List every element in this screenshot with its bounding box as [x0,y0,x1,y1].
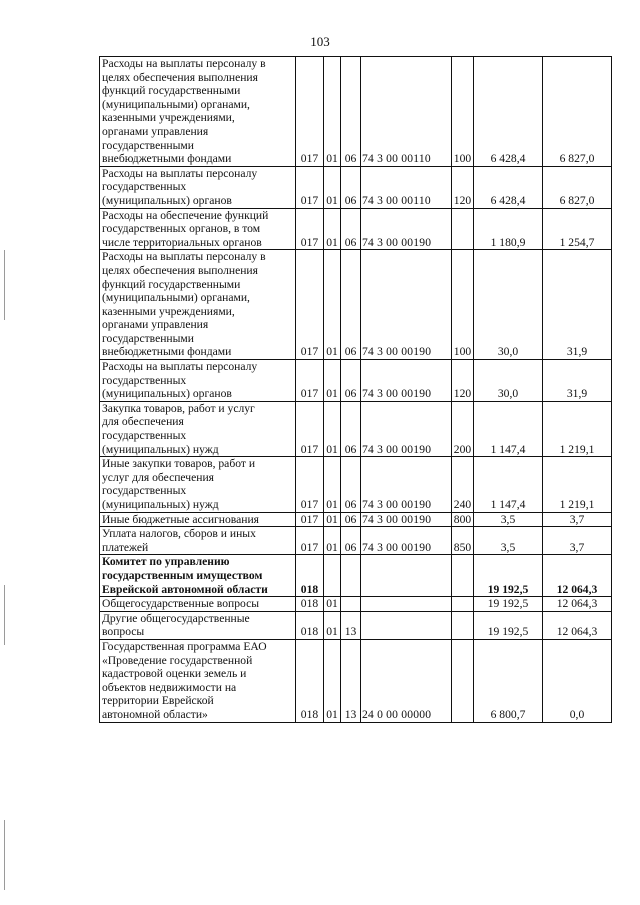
row-name-line: числе территориальных органов [102,235,262,249]
row-name-cell [100,457,296,512]
table-row [100,250,612,360]
table-row [100,639,612,722]
pr-cell [341,597,361,612]
csr-cell: 74 3 00 00190 [361,360,452,402]
row-name-line: органами управления [102,124,209,138]
row-name-line: государственных [102,484,187,498]
row-name-line: Другие общегосударственные [102,611,250,625]
rz-cell: 01 [324,57,341,167]
row-name-cell [100,360,296,402]
vr-cell: 120 [452,166,474,208]
page-number: 103 [310,34,330,49]
vr-cell: 120 [452,360,474,402]
vr-cell: 850 [452,527,474,555]
csr-cell: 74 3 00 00110 [361,57,452,167]
ved-cell: 017 [296,512,324,527]
row-name-line: целях обеспечения выполнения [102,70,258,84]
vr-cell: 200 [452,401,474,456]
pr-cell: 06 [341,457,361,512]
sum-2025-cell: 6 827,0 [543,166,612,208]
row-name-line: Расходы на выплаты персоналу [102,360,258,374]
row-name-line: государственных [102,373,187,387]
pr-cell: 06 [341,166,361,208]
ved-cell: 017 [296,457,324,512]
row-name-cell [100,401,296,456]
sum-2024-cell: 19 192,5 [474,611,543,639]
sum-2024-cell: 6 428,4 [474,166,543,208]
row-name-line: казенными учреждениями, [102,304,235,318]
sum-2024-cell: 19 192,5 [474,597,543,612]
rz-cell: 01 [324,457,341,512]
vr-cell: 240 [452,457,474,512]
vr-cell [452,611,474,639]
vr-cell: 100 [452,250,474,360]
ved-cell: 017 [296,166,324,208]
ved-cell: 017 [296,527,324,555]
table-row [100,401,612,456]
row-name-line: государственными [102,138,194,152]
sum-2025-cell: 6 827,0 [543,57,612,167]
sum-2025-cell: 1 254,7 [543,208,612,250]
row-name-line: автономной области» [102,707,208,721]
vr-cell [452,555,474,597]
ved-cell: 017 [296,57,324,167]
table-row [100,166,612,208]
ved-cell: 017 [296,401,324,456]
row-name-line: Иные закупки товаров, работ и [102,457,256,471]
row-name-line: функций государственными [102,277,241,291]
ved-cell: 017 [296,208,324,250]
row-name-line: внебюджетными фондами [102,345,232,359]
pr-cell: 06 [341,57,361,167]
sum-2024-cell: 6 428,4 [474,57,543,167]
row-name-line: Комитет по управлению [102,555,230,569]
rz-cell: 01 [324,250,341,360]
row-name-line: Закупка товаров, работ и услуг [102,401,255,415]
table-row [100,597,612,612]
sum-2025-cell: 12 064,3 [543,611,612,639]
row-name-line: Еврейской автономной области [102,582,268,596]
rz-cell [324,555,341,597]
ved-cell: 018 [296,555,324,597]
rz-cell: 01 [324,512,341,527]
sum-2024-cell: 1 147,4 [474,401,543,456]
table-row [100,360,612,402]
sum-2025-cell: 0,0 [543,639,612,722]
row-name-line: (муниципальными) органами, [102,291,250,305]
csr-cell: 74 3 00 00190 [361,250,452,360]
csr-cell: 74 3 00 00190 [361,208,452,250]
table-row [100,208,612,250]
pr-cell: 13 [341,639,361,722]
row-name-line: государственными [102,331,194,345]
sum-2025-cell: 1 219,1 [543,457,612,512]
row-name-cell [100,208,296,250]
row-name-line: внебюджетными фондами [102,152,232,166]
row-name-cell [100,250,296,360]
ved-cell: 018 [296,639,324,722]
sum-2024-cell: 3,5 [474,512,543,527]
pr-cell: 06 [341,401,361,456]
row-name-line: объектов недвижимости на [102,680,237,694]
budget-table [99,56,612,723]
sum-2024-cell: 1 180,9 [474,208,543,250]
rz-cell: 01 [324,166,341,208]
sum-2024-cell: 30,0 [474,360,543,402]
row-name-line: государственным имуществом [102,568,263,582]
pr-cell: 06 [341,250,361,360]
sum-2025-cell: 3,7 [543,527,612,555]
row-name-line: (муниципальных) органов [102,387,232,401]
pr-cell: 13 [341,611,361,639]
scan-edge-line [4,585,5,645]
row-name-line: Уплата налогов, сборов и иных [102,527,256,541]
table-row [100,57,612,167]
rz-cell: 01 [324,639,341,722]
csr-cell [361,555,452,597]
row-name-line: органами управления [102,318,209,332]
row-name-line: целях обеспечения выполнения [102,263,258,277]
pr-cell: 06 [341,360,361,402]
table-row [100,512,612,527]
row-name-line: Расходы на выплаты персоналу [102,166,258,180]
csr-cell: 74 3 00 00190 [361,401,452,456]
row-name-line: государственных [102,180,187,194]
rz-cell: 01 [324,360,341,402]
vr-cell [452,208,474,250]
sum-2024-cell: 1 147,4 [474,457,543,512]
sum-2024-cell: 3,5 [474,527,543,555]
rz-cell: 01 [324,527,341,555]
sum-2024-cell: 30,0 [474,250,543,360]
ved-cell: 017 [296,360,324,402]
row-name-line: услуг для обеспечения [102,470,214,484]
table-row [100,611,612,639]
row-name-cell [100,166,296,208]
row-name-line: (муниципальных) органов [102,193,232,207]
row-name-line: государственных [102,429,187,443]
row-name-cell [100,639,296,722]
row-name-cell [100,555,296,597]
pr-cell: 06 [341,527,361,555]
row-name-cell [100,527,296,555]
row-name-line: платежей [102,540,149,554]
ved-cell: 018 [296,611,324,639]
table-body [100,57,612,723]
csr-cell: 74 3 00 00190 [361,527,452,555]
scan-edge-line [4,820,5,890]
sum-2024-cell: 6 800,7 [474,639,543,722]
rz-cell: 01 [324,611,341,639]
row-name-line: Государственная программа ЕАО [102,639,267,653]
table-row [100,555,612,597]
row-name-line: Расходы на выплаты персоналу в [102,250,266,264]
sum-2025-cell: 3,7 [543,512,612,527]
row-name-line: государственных органов, в том [102,222,261,236]
scan-edge-line [4,250,5,320]
row-name-line: (муниципальных) нужд [102,442,219,456]
row-name-cell [100,57,296,167]
row-name-cell [100,611,296,639]
csr-cell: 74 3 00 00190 [361,512,452,527]
csr-cell: 24 0 00 00000 [361,639,452,722]
csr-cell [361,597,452,612]
row-name-line: вопросы [102,625,145,639]
vr-cell [452,597,474,612]
table-row [100,457,612,512]
sum-2025-cell: 12 064,3 [543,597,612,612]
rz-cell: 01 [324,597,341,612]
csr-cell: 74 3 00 00110 [361,166,452,208]
row-name-cell [100,597,296,612]
row-name-line: территории Еврейской [102,694,214,708]
pr-cell: 06 [341,512,361,527]
sum-2025-cell: 31,9 [543,250,612,360]
csr-cell: 74 3 00 00190 [361,457,452,512]
row-name-line: для обеспечения [102,415,184,429]
row-name-line: (муниципальными) органами, [102,97,250,111]
ved-cell: 018 [296,597,324,612]
row-name-cell [100,512,296,527]
row-name-line: (муниципальных) нужд [102,498,219,511]
table-row [100,527,612,555]
pr-cell: 06 [341,208,361,250]
vr-cell: 100 [452,57,474,167]
row-name-line: Расходы на обеспечение функций [102,208,269,222]
row-name-line: Иные бюджетные ассигнования [102,512,259,526]
row-name-line: кадастровой оценки земель и [102,667,247,681]
sum-2025-cell: 12 064,3 [543,555,612,597]
row-name-line: Расходы на выплаты персоналу в [102,57,266,70]
row-name-line: функций государственными [102,84,241,98]
sum-2025-cell: 31,9 [543,360,612,402]
vr-cell: 800 [452,512,474,527]
rz-cell: 01 [324,401,341,456]
row-name-line: Общегосударственные вопросы [102,597,260,611]
pr-cell [341,555,361,597]
vr-cell [452,639,474,722]
sum-2025-cell: 1 219,1 [543,401,612,456]
rz-cell: 01 [324,208,341,250]
csr-cell [361,611,452,639]
row-name-line: «Проведение государственной [102,653,253,667]
ved-cell: 017 [296,250,324,360]
sum-2024-cell: 19 192,5 [474,555,543,597]
row-name-line: казенными учреждениями, [102,111,235,125]
